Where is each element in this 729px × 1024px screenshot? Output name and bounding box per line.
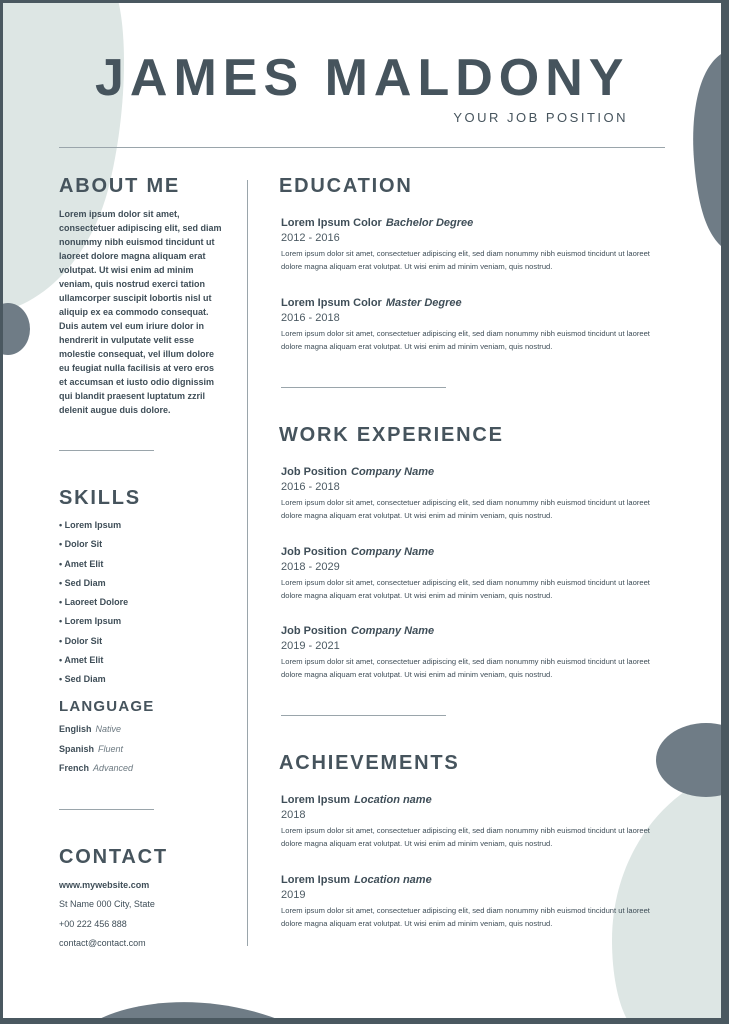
entry-years: 2016 - 2018	[281, 481, 340, 493]
entry-description: Lorem ipsum dolor sit amet, consectetuer adipiscing elit, sed diam nonummy nibh euismod tincidunt ut laoreet dolore magna aliquam erat volutpat. Ut wisi enim ad minim veniam, quis nostrud.	[281, 498, 650, 520]
phone-text: +00 222 456 888	[59, 918, 127, 929]
entry-subtitle: Company Name	[351, 625, 435, 637]
entry-title-line	[281, 296, 661, 311]
skill-item: • Dolor Sit	[59, 635, 103, 646]
education-entry	[281, 216, 661, 273]
language-level: Advanced	[93, 763, 134, 773]
work-heading: WORK EXPERIENCE	[279, 424, 504, 446]
entry-subtitle: Location name	[354, 794, 432, 806]
language-item	[59, 722, 133, 742]
column-divider	[247, 180, 248, 946]
entry-title-line	[281, 624, 661, 639]
entry-years: 2012 - 2016	[281, 232, 340, 244]
language-heading: LANGUAGE	[59, 698, 155, 715]
language-name: French	[59, 763, 90, 773]
contact-heading: CONTACT	[59, 846, 168, 868]
language-level: Native	[95, 724, 122, 734]
skill-item: • Amet Elit	[59, 654, 104, 665]
entry-title: Job Position	[281, 466, 347, 478]
entry-years: 2018	[281, 809, 306, 821]
job-position: YOUR JOB POSITION	[453, 110, 628, 125]
skill-item: • Amet Elit	[59, 558, 104, 569]
header-divider	[59, 147, 665, 148]
skill-item: • Lorem Ipsum	[59, 520, 122, 530]
entry-description: Lorem ipsum dolor sit amet, consectetuer adipiscing elit, sed diam nonummy nibh euismod tincidunt ut laoreet dolore magna aliquam erat volutpat. Ut wisi enim ad minim veniam, quis nostrud.	[281, 249, 650, 271]
entry-description: Lorem ipsum dolor sit amet, consectetuer adipiscing elit, sed diam nonummy nibh euismod tincidunt ut laoreet dolore magna aliquam erat volutpat. Ut wisi enim ad minim veniam, quis nostrud.	[281, 329, 650, 351]
language-level: Fluent	[98, 743, 124, 754]
skill-item: • Laoreet Dolore	[59, 597, 129, 607]
achievement-entry	[281, 873, 661, 930]
language-item	[59, 761, 133, 781]
applicant-name: JAMES MALDONY	[95, 49, 630, 107]
skill-item: • Sed Diam	[59, 674, 106, 684]
work-entry	[281, 545, 661, 602]
skills-heading: SKILLS	[59, 487, 141, 509]
achievements-heading: ACHIEVEMENTS	[279, 752, 460, 774]
education-entry	[281, 296, 661, 353]
email-link[interactable]: contact@contact.com	[59, 937, 146, 948]
entry-description: Lorem ipsum dolor sit amet, consectetuer adipiscing elit, sed diam nonummy nibh euismod tincidunt ut laoreet dolore magna aliquam erat volutpat. Ut wisi enim ad minim veniam, quis nostrud.	[281, 578, 650, 600]
entry-years: 2019 - 2021	[281, 640, 340, 652]
language-divider	[59, 809, 154, 810]
entry-subtitle: Company Name	[351, 466, 435, 478]
entry-title-line	[281, 793, 661, 808]
entry-title: Lorem Ipsum Color	[281, 217, 382, 229]
skill-item: • Sed Diam	[59, 577, 106, 588]
language-list	[59, 722, 133, 781]
education-heading: EDUCATION	[279, 175, 413, 197]
entry-title: Lorem Ipsum	[281, 874, 351, 886]
entry-subtitle: Location name	[354, 874, 432, 886]
work-entry	[281, 465, 661, 522]
address-text: St Name 000 City, State	[59, 899, 155, 910]
bottom-right-dark-blob	[656, 723, 729, 797]
right-dark-blob	[693, 50, 729, 252]
about-text: Lorem ipsum dolor sit amet, consectetuer adipiscing elit, sed diam nonummy nibh euismod tincidunt ut laoreet dolore magna aliquam erat volutpat. Ut wisi enim ad minim veniam, quis nostrud exerci tation ullamcorper suscipit lobortis nisl ut aliquip ex ea commodo consequat. Duis autem vel eum iriure dolor in hendrerit in vulputate velit esse molestie consequat, vel illum dolore eu feugiat nulla facilisis at vero eros et accumsan et iusto odio dignissim qui blandit praesent luptatum zzril delenit augue duis dolore.	[59, 209, 222, 415]
contact-block	[59, 878, 155, 955]
website-link[interactable]: www.mywebsite.com	[59, 880, 150, 890]
entry-title-line	[281, 873, 661, 888]
entry-title: Lorem Ipsum Color	[281, 297, 382, 309]
language-name: English	[59, 724, 92, 734]
entry-title: Job Position	[281, 546, 347, 558]
left-dark-blob	[0, 303, 30, 355]
entry-years: 2016 - 2018	[281, 312, 340, 324]
work-divider	[281, 715, 446, 716]
entry-title-line	[281, 545, 661, 560]
entry-description: Lorem ipsum dolor sit amet, consectetuer adipiscing elit, sed diam nonummy nibh euismod tincidunt ut laoreet dolore magna aliquam erat volutpat. Ut wisi enim ad minim veniam, quis nostrud.	[281, 906, 650, 928]
language-name: Spanish	[59, 743, 95, 754]
entry-title-line	[281, 216, 661, 231]
skills-list	[59, 518, 128, 691]
bottom-dark-blob	[90, 1002, 290, 1024]
entry-title-line	[281, 465, 661, 480]
achievement-entry	[281, 793, 661, 850]
entry-subtitle: Company Name	[351, 546, 435, 558]
about-divider	[59, 450, 154, 451]
skill-item: • Lorem Ipsum	[59, 616, 122, 627]
entry-description: Lorem ipsum dolor sit amet, consectetuer adipiscing elit, sed diam nonummy nibh euismod tincidunt ut laoreet dolore magna aliquam erat volutpat. Ut wisi enim ad minim veniam, quis nostrud.	[281, 657, 650, 679]
language-item	[59, 742, 133, 762]
entry-description: Lorem ipsum dolor sit amet, consectetuer adipiscing elit, sed diam nonummy nibh euismod tincidunt ut laoreet dolore magna aliquam erat volutpat. Ut wisi enim ad minim veniam, quis nostrud.	[281, 826, 650, 848]
education-divider	[281, 387, 446, 388]
entry-years: 2019	[281, 889, 306, 901]
about-heading: ABOUT ME	[59, 175, 181, 197]
entry-title: Lorem Ipsum	[281, 794, 351, 806]
work-entry	[281, 624, 661, 681]
entry-subtitle: Master Degree	[385, 297, 462, 309]
skill-item: • Dolor Sit	[59, 539, 103, 550]
entry-years: 2018 - 2029	[281, 561, 340, 573]
entry-title: Job Position	[281, 625, 347, 637]
entry-subtitle: Bachelor Degree	[385, 217, 474, 229]
